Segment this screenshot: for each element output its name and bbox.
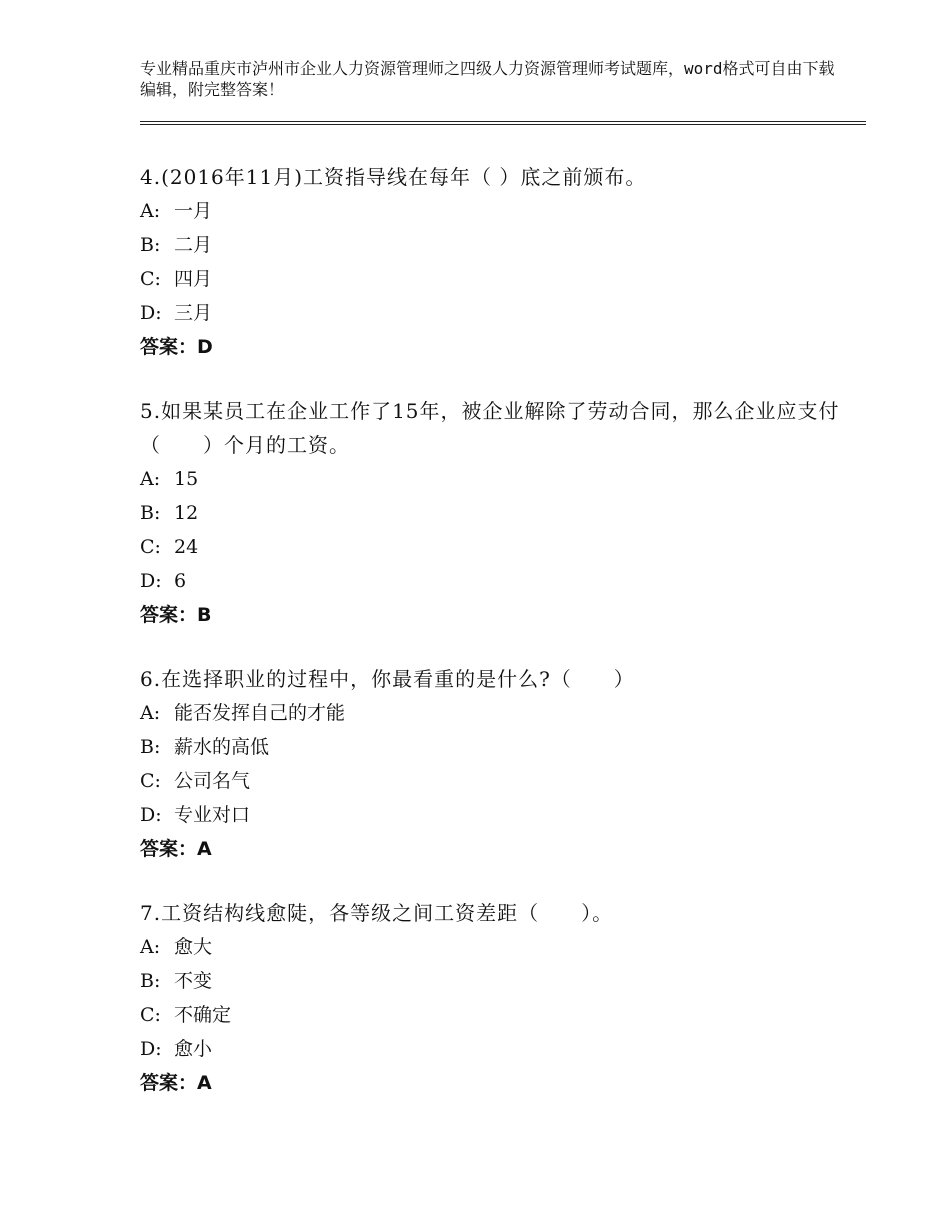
- option-text: 一月: [174, 200, 213, 222]
- header-rule-top: [140, 121, 866, 122]
- option-text: 三月: [174, 302, 213, 324]
- option-c: [140, 530, 840, 564]
- option-text: 二月: [174, 234, 213, 256]
- option-text: 四月: [174, 268, 213, 290]
- option-key: C:: [140, 536, 161, 558]
- question-stem: 6.在选择职业的过程中，你最看重的是什么?（ ）: [140, 667, 635, 691]
- document-header: 专业精品重庆市泸州市企业人力资源管理师之四级人力资源管理师考试题库，word格式可自由下载编辑，附完整答案！: [140, 59, 835, 99]
- option-text: 愈小: [174, 1038, 213, 1060]
- option-b: [140, 228, 840, 262]
- option-d: [140, 296, 840, 330]
- question-6: [140, 662, 840, 866]
- option-key: D:: [140, 804, 162, 826]
- answer-line: 答案：A: [140, 1072, 212, 1094]
- option-key: B:: [140, 502, 161, 524]
- option-text: 公司名气: [174, 770, 251, 792]
- option-key: D:: [140, 1038, 162, 1060]
- answer-line: 答案：D: [140, 336, 213, 358]
- question-stem: 4.(2016年11月)工资指导线在每年（ ）底之前颁布。: [140, 165, 647, 189]
- option-key: C:: [140, 1004, 161, 1026]
- header-rule-bottom: [140, 124, 866, 125]
- option-key: A:: [140, 702, 161, 724]
- option-a: [140, 194, 840, 228]
- option-c: [140, 262, 840, 296]
- option-text: 6: [174, 570, 187, 592]
- option-key: C:: [140, 268, 161, 290]
- option-text: 专业对口: [174, 804, 251, 826]
- option-c: [140, 998, 840, 1032]
- option-b: [140, 496, 840, 530]
- option-key: D:: [140, 570, 162, 592]
- option-d: [140, 798, 840, 832]
- question-4: [140, 160, 840, 364]
- option-a: [140, 930, 840, 964]
- option-d: [140, 1032, 840, 1066]
- option-key: C:: [140, 770, 161, 792]
- question-7: [140, 896, 840, 1100]
- option-a: [140, 696, 840, 730]
- option-text: 不确定: [174, 1004, 232, 1026]
- option-text: 愈大: [174, 936, 213, 958]
- question-stem: 7.工资结构线愈陡，各等级之间工资差距（ ）。: [140, 901, 614, 925]
- question-5: [140, 394, 840, 632]
- answer-line: 答案：B: [140, 604, 212, 626]
- option-key: A:: [140, 200, 161, 222]
- answer-line: 答案：A: [140, 838, 212, 860]
- option-text: 24: [174, 536, 199, 558]
- question-list: [140, 160, 840, 1130]
- question-stem: 5.如果某员工在企业工作了15年，被企业解除了劳动合同，那么企业应支付（ ）个月的工资。: [140, 399, 840, 457]
- option-key: B:: [140, 736, 161, 758]
- option-b: [140, 964, 840, 998]
- option-b: [140, 730, 840, 764]
- option-text: 薪水的高低: [174, 736, 270, 758]
- option-text: 能否发挥自己的才能: [174, 702, 346, 724]
- option-a: [140, 462, 840, 496]
- option-key: D:: [140, 302, 162, 324]
- option-key: B:: [140, 234, 161, 256]
- option-d: [140, 564, 840, 598]
- option-text: 12: [174, 502, 199, 524]
- option-text: 15: [174, 468, 199, 490]
- option-text: 不变: [174, 970, 213, 992]
- option-key: A:: [140, 468, 161, 490]
- option-c: [140, 764, 840, 798]
- option-key: A:: [140, 936, 161, 958]
- option-key: B:: [140, 970, 161, 992]
